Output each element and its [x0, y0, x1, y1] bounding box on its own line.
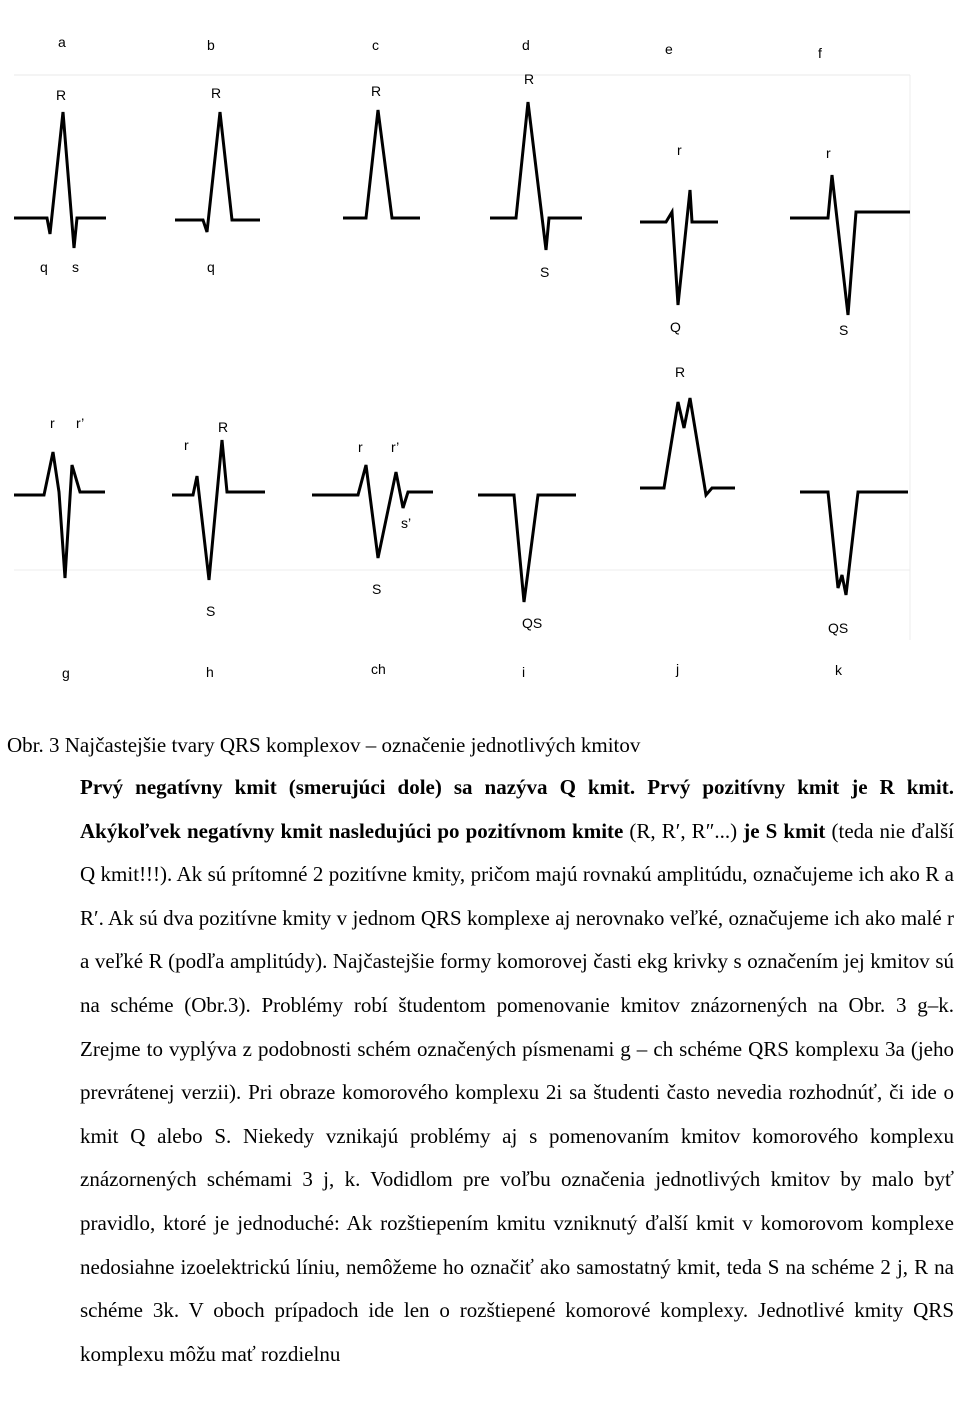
wave-label-f-neg1: S	[839, 322, 849, 338]
rule-notation: (R, R′, R″...)	[623, 818, 744, 843]
panel-letter-h: h	[206, 664, 214, 680]
wave-label-j-peak: R	[675, 364, 686, 380]
panel-letter-k: k	[835, 662, 842, 678]
waveform-e	[640, 190, 718, 305]
rule-bold-text-2: je S kmit	[743, 818, 826, 843]
wave-label-g-peak2: r’	[76, 415, 85, 431]
wave-label-d-neg1: S	[540, 264, 550, 280]
wave-label-b-neg1: q	[207, 259, 215, 275]
waveform-a	[14, 112, 106, 248]
document-text	[6, 724, 954, 1376]
wave-label-ch-neg1: S	[372, 581, 382, 597]
wave-label-a-neg2: s	[72, 259, 79, 275]
waveform-b	[175, 112, 260, 232]
wave-label-ch-neg2: s’	[401, 515, 412, 531]
wave-label-h-peak: r	[184, 437, 189, 453]
waveform-k	[800, 492, 908, 595]
waveform-j	[640, 398, 735, 495]
body-paragraph	[6, 766, 954, 1376]
wave-label-d-peak: R	[524, 71, 535, 87]
panel-letter-f: f	[818, 45, 822, 61]
waveform-i	[478, 495, 576, 602]
wave-label-h-neg1: S	[206, 603, 216, 619]
wave-label-f-peak: r	[826, 145, 831, 161]
wave-label-a-peak: R	[56, 87, 67, 103]
waveform-c	[343, 110, 420, 218]
waveform-ch	[312, 465, 433, 558]
panel-letter-i: i	[522, 664, 526, 680]
waveform-h	[172, 440, 265, 580]
wave-label-e-neg1: Q	[670, 319, 681, 335]
wave-label-h-peak2: R	[218, 419, 229, 435]
panel-letter-b: b	[207, 37, 215, 53]
panel-letter-a: a	[58, 34, 66, 50]
wave-label-b-peak: R	[211, 85, 222, 101]
wave-label-c-peak: R	[371, 83, 382, 99]
rule-bold-text: Prvý negatívny kmit (smerujúci dole) sa nazýva Q kmit. Prvý pozitívny kmit je R kmit. Akýkoľvek negatívny kmit nasledujúci po pozitívnom kmite	[80, 775, 954, 843]
wave-label-a-neg1: q	[40, 259, 48, 275]
panel-letter-e: e	[665, 41, 673, 57]
waveform-f	[790, 175, 910, 315]
wave-label-g-peak: r	[50, 415, 55, 431]
paragraph-rest: (teda nie ďalší Q kmit!!!). Ak sú prítomné 2 pozitívne kmity, pričom majú rovnakú amplitúdu, označujeme ich ako R a R′. Ak sú dva pozitívne kmity v jednom QRS komplexe aj nerovnako veľké, označujeme ich ako malé r a veľké R (podľa amplitúdy). Najčastejšie formy komorovej časti ekg krivky s označením jej kmitov sú na schéme (Obr.3). Problémy robí študentom pomenovanie kmitov znázornených na Obr. 3 g–k. Zrejme to vyplýva z podobnosti schém označených písmenami g – ch schéme QRS komplexu 3a (jeho prevrátenej verzii). Pri obraze komorového komplexu 2i sa študenti často nevedia rozhodnúť, či ide o kmit Q alebo S. Niekedy vznikajú problémy aj s pomenovaním kmitov komorového komplexu znázornených schémami 3 j, k. Vodidlom pre voľbu označenia jednotlivých kmitov by malo byť pravidlo, ktoré je jednoduché: Ak rozštiepením kmitu vzniknutý ďalší kmit v komorovom komplexe nedosiahne izoelektrickú líniu, nemôžeme ho označiť ako samostatný kmit, teda S na schéme 2 j, R na schéme 3k. V oboch prípadoch ide len o rozštiepené komorové komplexy. Jednotlivé kmity QRS komplexu môžu mať rozdielnu	[80, 818, 955, 1366]
figure-caption: Obr. 3 Najčastejšie tvary QRS komplexov – označenie jednotlivých kmitov	[7, 733, 641, 757]
wave-label-e-peak: r	[677, 142, 682, 158]
qrs-schema-figure	[0, 0, 960, 700]
panel-letter-d: d	[522, 37, 530, 53]
panel-letter-ch: ch	[371, 661, 386, 677]
panel-letter-c: c	[372, 37, 379, 53]
wave-label-i-neg1: QS	[522, 615, 543, 631]
wave-label-ch-peak2: r’	[391, 439, 400, 455]
panel-letter-j: j	[676, 661, 680, 677]
waveform-d	[490, 102, 582, 250]
wave-label-ch-peak: r	[358, 439, 363, 455]
panel-letter-g: g	[62, 665, 70, 681]
waveform-g	[14, 452, 105, 578]
wave-label-k-neg1: QS	[828, 620, 849, 636]
